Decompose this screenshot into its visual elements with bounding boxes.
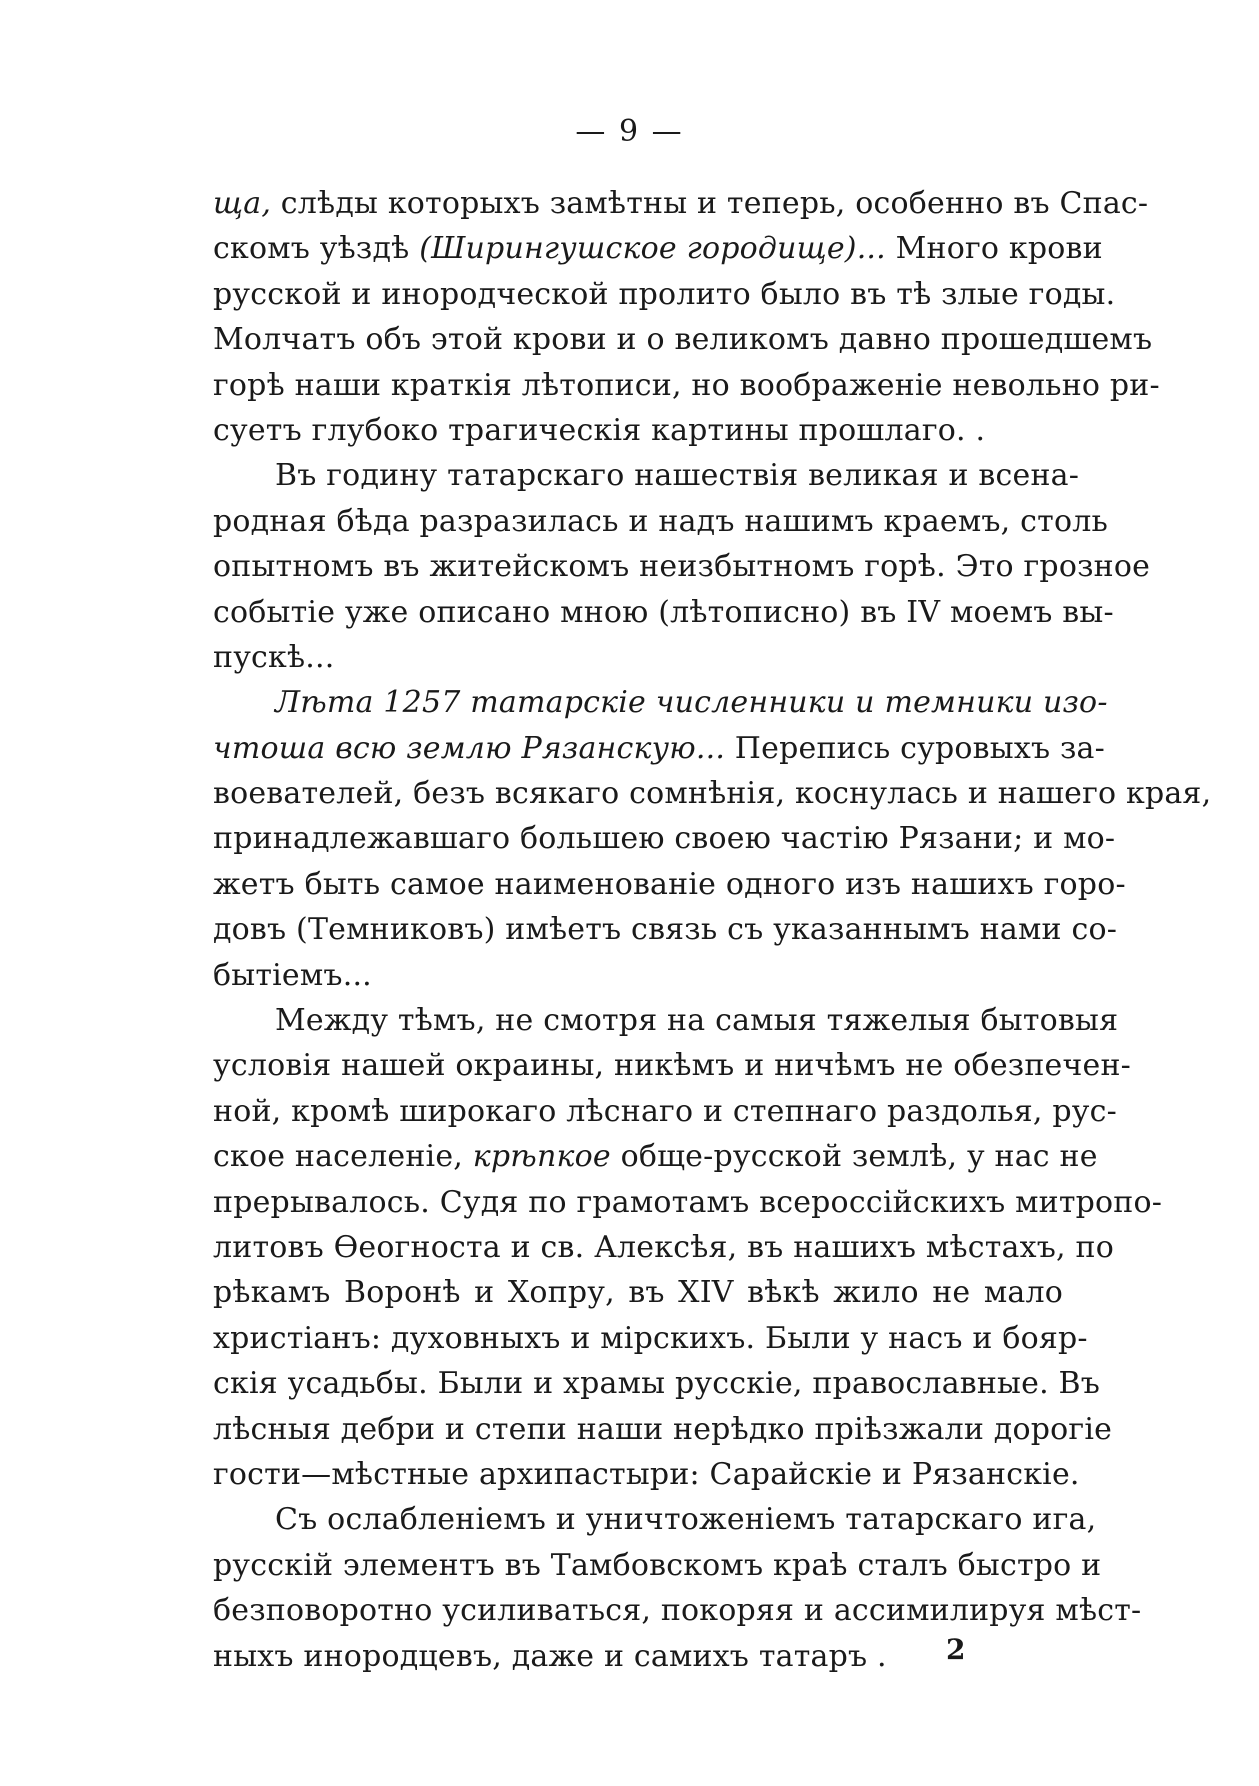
text-run: скомъ уѣздѣ [213,231,420,267]
text-line [213,953,1063,998]
text-line [213,499,1109,544]
text-line [213,1543,1102,1588]
text-run: литовъ Ѳеогноста и св. Алексѣя, въ нашихъ мѣстахъ, по [213,1229,1114,1265]
italic-text-run: Лѣта 1257 татарскіе численники и темники изо- [275,685,1108,721]
text-run: горѣ наши краткія лѣтописи, но воображеніе невольно ри- [213,367,1160,403]
text-run: довъ (Темниковъ) имѣетъ связь съ указаннымъ нами со- [213,912,1118,948]
text-line [213,726,1105,771]
text-run: Перепись суровыхъ за- [725,730,1105,766]
text-line [213,1407,1113,1452]
text-run: ускѣ... [233,639,335,675]
text-run: слѣды которыхъ замѣтны и теперь, особенно въ Спас- [271,186,1149,221]
text-line [213,998,1119,1043]
text-line [213,1225,1114,1270]
text-line [213,816,1116,861]
text-run: прерывалось. Судя по грамотамъ всероссійскихъ митропо- [213,1184,1163,1220]
italic-text-run: (Ширингушское городище)... [419,231,886,267]
text-run: принадлежавшаго большею своею частію Рязани; и мо- [213,821,1116,857]
text-run: русской и инородческой пролито было въ тѣ злые годы. [213,276,1116,312]
text-run: суетъ глубоко трагическія картины прошлаго. . [213,412,986,448]
text-line [213,907,1118,952]
text-run: Съ ослабленіемъ и уничтоженіемъ татарскаго ига, [275,1502,1097,1538]
text-run: событіе уже описано мною (лѣтописно) въ IV моемъ вы- [213,594,1114,630]
text-line [213,1452,1080,1497]
text-run: ныхъ инородцевъ, даже и самихъ татаръ . [213,1638,887,1674]
text-run: русскій элементъ въ Тамбовскомъ краѣ сталъ быстро и [213,1547,1102,1583]
text-line [213,1180,1163,1225]
text-line [213,635,1063,680]
text-run: Молчатъ объ этой крови и о великомъ давно прошедшемъ [213,322,1153,358]
text-line [213,1316,1088,1361]
text-run: безповоротно усиливаться, покоряя и ассимилируя мѣст- [213,1593,1142,1629]
text-line [213,1134,1098,1179]
text-line [213,590,1114,635]
text-line [213,317,1153,362]
signature-mark: 2 [946,1633,966,1666]
text-run: условія нашей окраины, никѣмъ и ничѣмъ не обезпечен- [213,1048,1132,1084]
italic-text-run: крѣпкое [472,1139,611,1175]
italic-text-run: ща, [213,186,272,221]
text-line [213,408,1063,453]
text-run: родная бѣда разразилась и надъ нашимъ краемъ, столь [213,503,1109,539]
text-run: бытіемъ... [213,957,372,993]
text-line [213,1497,1097,1542]
body-text [213,181,1212,1679]
text-line [213,680,1108,725]
text-run: воевателей, безъ всякаго сомнѣнія, коснулась и нашего края, [213,776,1212,812]
text-run: обще-русской землѣ, у нас не [610,1139,1098,1175]
text-line [213,544,1151,589]
italic-text-run: чтоша всю землю Рязанскую... [213,730,726,766]
text-line [213,453,1080,498]
text-run: п [213,639,234,675]
text-run: рѣкамъ Воронѣ и Хопру, въ XIV вѣкѣ жило не мало [213,1275,1063,1311]
text-line [213,1270,1063,1315]
text-line [213,1588,1142,1633]
text-line [213,771,1212,816]
text-run: христіанъ: духовныхъ и мірскихъ. Были у насъ и бояр- [213,1320,1088,1356]
text-run: лѣсныя дебри и степи наши нерѣдко пріѣзжали дорогіе [213,1411,1113,1447]
text-line [213,226,1103,271]
text-run: Много крови [885,231,1103,267]
page-number: — 9 — [575,114,684,149]
text-line [213,1043,1132,1088]
text-run: гости—мѣстные архипастыри: Сарайскіе и Рязанскіе. [213,1456,1080,1492]
text-line [213,1634,1063,1679]
text-run: Въ годину татарскаго нашествія великая и всена- [275,458,1080,494]
text-run: жетъ быть самое наименованіе одного изъ нашихъ горо- [213,866,1126,902]
text-run: ское населеніе, [213,1139,473,1175]
text-line [213,181,1149,226]
text-line [213,1089,1117,1134]
text-line [213,363,1160,408]
text-line [213,862,1126,907]
text-run: скія усадьбы. Были и храмы русскіе, православные. Въ [213,1366,1101,1402]
text-run: опытномъ въ житейскомъ неизбытномъ горѣ. Это грозное [213,549,1151,585]
text-line [213,272,1116,317]
text-run: ной, кромѣ широкаго лѣснаго и степнаго раздолья, рус- [213,1093,1117,1129]
text-run: Между тѣмъ, не смотря на самыя тяжелыя бытовыя [275,1003,1119,1039]
text-line [213,1361,1101,1406]
